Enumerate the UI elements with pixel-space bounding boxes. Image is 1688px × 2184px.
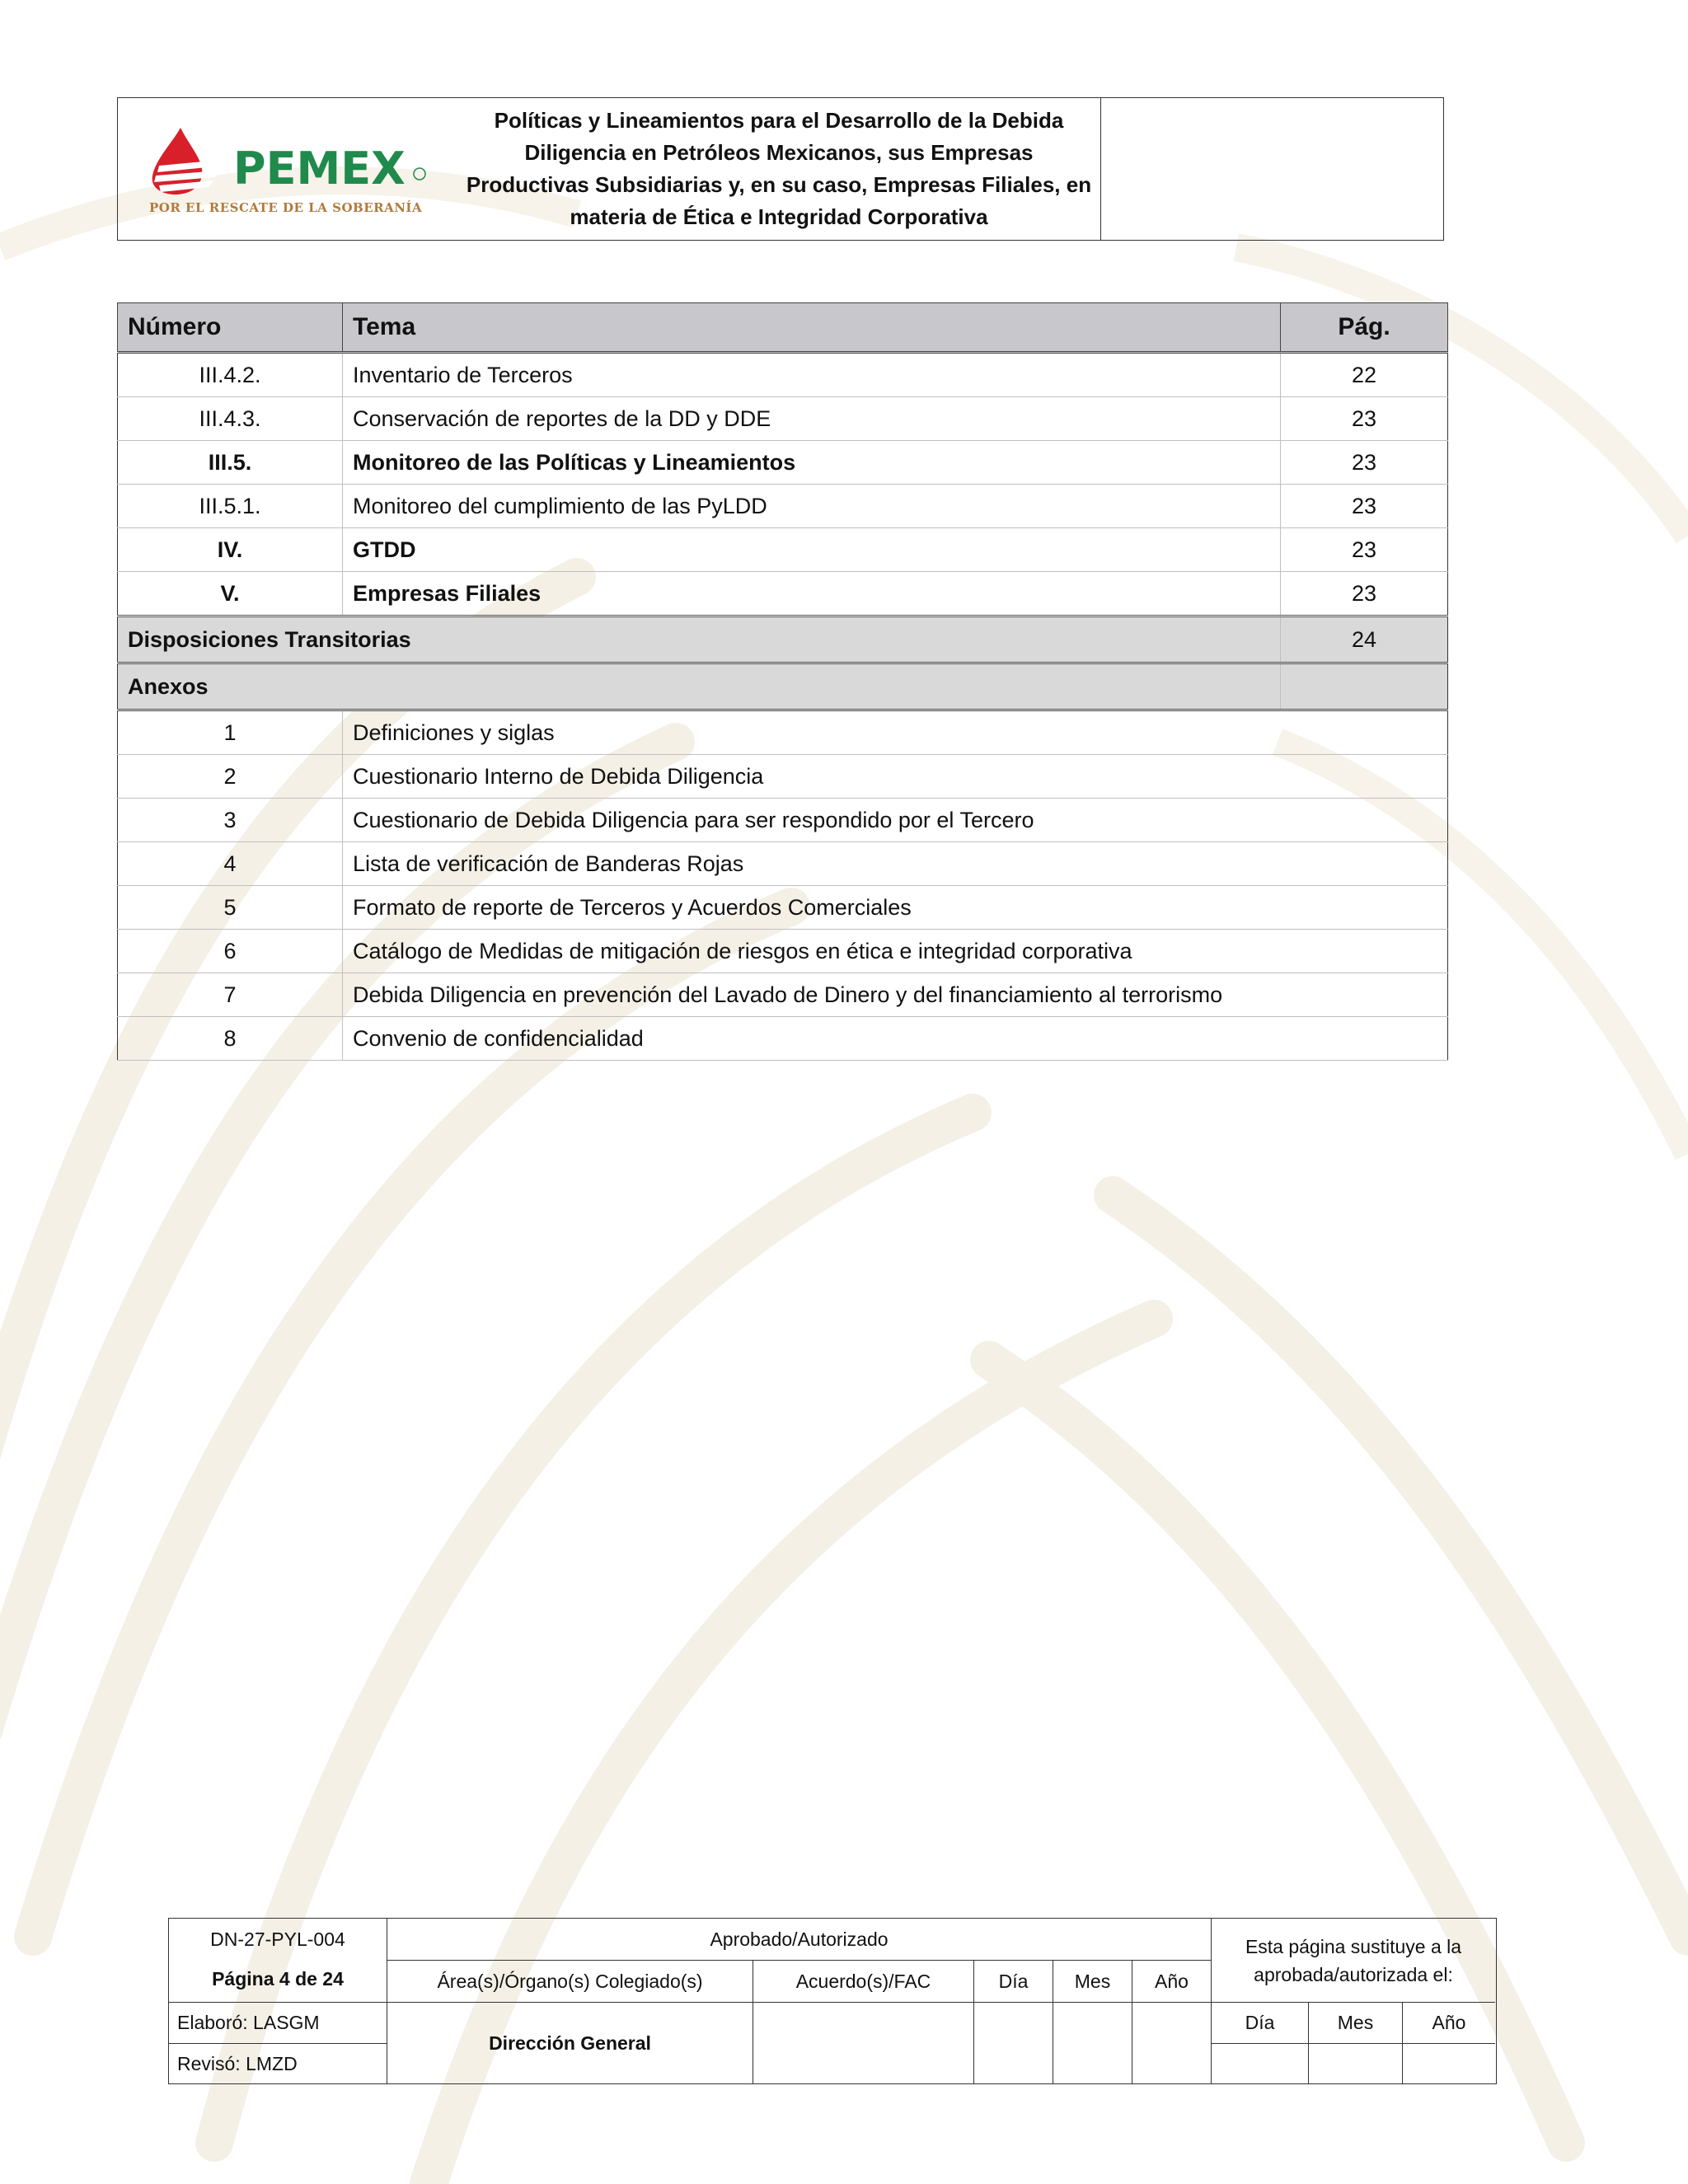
footer-anio2-label: Año bbox=[1402, 2002, 1495, 2043]
document-footer bbox=[168, 1918, 1497, 2084]
footer-mes2-value bbox=[1308, 2043, 1402, 2083]
section-page-empty bbox=[1281, 663, 1448, 710]
row-number: III.4.3. bbox=[118, 397, 343, 441]
footer-aprobado-label: Aprobado/Autorizado bbox=[387, 1919, 1211, 1960]
footer-sustituye: Esta página sustituye a la aprobada/autorizada el: bbox=[1211, 1919, 1495, 2002]
row-page: 23 bbox=[1281, 528, 1448, 572]
anexo-number: 2 bbox=[118, 755, 343, 799]
row-topic: Conservación de reportes de la DD y DDE bbox=[343, 397, 1281, 441]
index-table bbox=[117, 302, 1448, 1061]
logo-slogan: POR EL RESCATE DE LA SOBERANÍA bbox=[149, 200, 423, 215]
row-number: III.4.2. bbox=[118, 353, 343, 397]
row-topic: Empresas Filiales bbox=[343, 572, 1281, 616]
footer-mes-value bbox=[1053, 2002, 1132, 2083]
pemex-logo bbox=[148, 126, 428, 200]
anexo-row bbox=[118, 755, 1448, 799]
anexo-number: 1 bbox=[118, 710, 343, 755]
footer-dia-label: Día bbox=[973, 1960, 1053, 2002]
column-header-numero: Número bbox=[118, 303, 343, 353]
anexo-row bbox=[118, 930, 1448, 973]
footer-code: DN-27-PYL-004 bbox=[210, 1928, 345, 1950]
column-header-pag: Pág. bbox=[1281, 303, 1448, 353]
anexo-topic: Debida Diligencia en prevención del Lavado de Dinero y del financiamiento al terrorismo bbox=[343, 973, 1448, 1017]
logo-cell bbox=[118, 98, 457, 240]
row-page: 23 bbox=[1281, 441, 1448, 485]
footer-page-number: Página 4 de 24 bbox=[212, 1967, 344, 1990]
anexo-row bbox=[118, 1017, 1448, 1061]
footer-anio2-value bbox=[1402, 2043, 1495, 2083]
row-page: 22 bbox=[1281, 353, 1448, 397]
footer-reviso: Revisó: LMZD bbox=[169, 2043, 387, 2083]
footer-direccion: Dirección General bbox=[387, 2002, 753, 2083]
eagle-logo-icon bbox=[152, 128, 220, 194]
row-number: IV. bbox=[118, 528, 343, 572]
row-page: 23 bbox=[1281, 572, 1448, 616]
footer-anio-label: Año bbox=[1132, 1960, 1211, 2002]
section-page: 24 bbox=[1281, 616, 1448, 663]
anexo-topic: Definiciones y siglas bbox=[343, 710, 1448, 755]
footer-anio-value bbox=[1132, 2002, 1211, 2083]
section-label: Disposiciones Transitorias bbox=[118, 616, 1281, 663]
footer-acuerdo-value bbox=[753, 2002, 973, 2083]
row-number: III.5. bbox=[118, 441, 343, 485]
anexo-topic: Cuestionario de Debida Diligencia para ser respondido por el Tercero bbox=[343, 799, 1448, 842]
anexo-topic: Convenio de confidencialidad bbox=[343, 1017, 1448, 1061]
footer-dia2-label: Día bbox=[1211, 2002, 1308, 2043]
footer-elaboro: Elaboró: LASGM bbox=[169, 2002, 387, 2043]
anexo-row bbox=[118, 842, 1448, 886]
column-header-tema: Tema bbox=[343, 303, 1281, 353]
anexo-topic: Catálogo de Medidas de mitigación de riesgos en ética e integridad corporativa bbox=[343, 930, 1448, 973]
anexo-topic: Lista de verificación de Banderas Rojas bbox=[343, 842, 1448, 886]
anexo-number: 6 bbox=[118, 930, 343, 973]
anexo-row bbox=[118, 973, 1448, 1017]
anexo-number: 4 bbox=[118, 842, 343, 886]
anexo-topic: Formato de reporte de Terceros y Acuerdos Comerciales bbox=[343, 886, 1448, 930]
anexo-row bbox=[118, 799, 1448, 842]
document-header bbox=[117, 97, 1444, 241]
table-row bbox=[118, 353, 1448, 397]
anexo-number: 3 bbox=[118, 799, 343, 842]
row-page: 23 bbox=[1281, 397, 1448, 441]
row-topic: Inventario de Terceros bbox=[343, 353, 1281, 397]
section-label: Anexos bbox=[118, 663, 1281, 710]
row-topic: GTDD bbox=[343, 528, 1281, 572]
header-blank-cell bbox=[1100, 98, 1443, 240]
row-number: III.5.1. bbox=[118, 485, 343, 528]
table-row bbox=[118, 485, 1448, 528]
anexo-number: 8 bbox=[118, 1017, 343, 1061]
footer-dia-value bbox=[973, 2002, 1053, 2083]
table-row bbox=[118, 572, 1448, 616]
footer-acuerdo-label: Acuerdo(s)/FAC bbox=[753, 1960, 973, 2002]
row-page: 23 bbox=[1281, 485, 1448, 528]
anexo-topic: Cuestionario Interno de Debida Diligencia bbox=[343, 755, 1448, 799]
table-row bbox=[118, 397, 1448, 441]
table-row bbox=[118, 441, 1448, 485]
anexo-number: 7 bbox=[118, 973, 343, 1017]
section-row-anexos bbox=[118, 663, 1448, 710]
table-header-row bbox=[118, 303, 1448, 353]
document-title: Políticas y Lineamientos para el Desarrollo de la Debida Diligencia en Petróleos Mexicanos, sus Empresas Productivas Subsidiarias y, en su caso, Empresas Filiales, en materia de Ética e Integridad Corporativa bbox=[466, 108, 1092, 229]
row-number: V. bbox=[118, 572, 343, 616]
footer-area-label: Área(s)/Órgano(s) Colegiado(s) bbox=[387, 1960, 753, 2002]
logo-wordmark: PEMEX bbox=[233, 143, 406, 194]
row-topic: Monitoreo de las Políticas y Lineamientos bbox=[343, 441, 1281, 485]
footer-dia2-value bbox=[1211, 2043, 1308, 2083]
footer-mes-label: Mes bbox=[1053, 1960, 1132, 2002]
table-row bbox=[118, 528, 1448, 572]
footer-mes2-label: Mes bbox=[1308, 2002, 1402, 2043]
anexo-row bbox=[118, 886, 1448, 930]
anexo-number: 5 bbox=[118, 886, 343, 930]
anexo-row bbox=[118, 710, 1448, 755]
row-topic: Monitoreo del cumplimiento de las PyLDD bbox=[343, 485, 1281, 528]
section-row-transitorias bbox=[118, 616, 1448, 663]
